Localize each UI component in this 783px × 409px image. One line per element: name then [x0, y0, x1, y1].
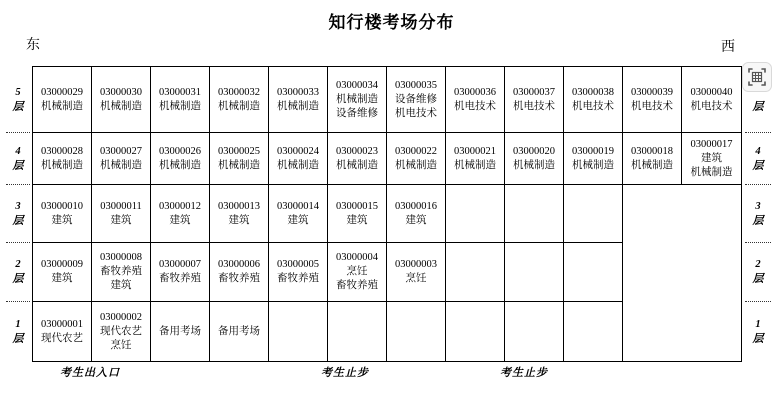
- room-code: 03000021: [454, 145, 496, 157]
- room-subject: 畜牧养殖: [277, 273, 319, 284]
- room-code: 03000040: [690, 86, 733, 98]
- floor-label-right: [745, 302, 771, 361]
- page-title: 知行楼考场分布: [328, 13, 455, 32]
- room-subject: 机电技术: [395, 107, 437, 119]
- floor-char: 层: [752, 159, 764, 172]
- empty-cell: [564, 185, 623, 243]
- exam-room-cell: [33, 67, 92, 133]
- room-subject: 机械制造: [572, 159, 614, 171]
- floor-char: 层: [12, 273, 24, 285]
- west-direction-label: 西: [721, 40, 735, 55]
- room-code: 03000028: [41, 145, 83, 157]
- room-code: 03000025: [218, 145, 260, 157]
- floor-label-left: [6, 185, 30, 243]
- room-code: 03000029: [41, 86, 83, 98]
- exam-room-cell: [33, 185, 92, 243]
- floor-char: 层: [12, 159, 24, 172]
- candidate-entrance-label: 考生出入口: [60, 367, 120, 379]
- exam-room-table: [32, 66, 742, 362]
- floor-label-right: [745, 243, 771, 302]
- extract-table-icon[interactable]: [742, 62, 772, 92]
- room-subject: 机械制造: [218, 100, 260, 112]
- room-subject: 建筑: [51, 214, 73, 226]
- empty-cell: [505, 302, 564, 361]
- exam-room-cell: [92, 302, 151, 361]
- floor-label-left: [6, 243, 30, 302]
- exam-room-cell: [269, 243, 328, 302]
- room-subject: 机械制造: [100, 100, 142, 112]
- room-code: 03000039: [631, 86, 673, 98]
- exam-room-cell: [151, 302, 210, 361]
- room-subject: 畜牧养殖: [159, 273, 201, 284]
- floor-labels-right: [745, 67, 771, 361]
- exam-room-cell: [564, 67, 623, 133]
- exam-room-cell: [151, 133, 210, 185]
- floor-char: 层: [752, 273, 764, 285]
- room-subject: 机械制造: [454, 159, 496, 171]
- floor-char: 层: [752, 214, 764, 227]
- room-subject: 备用考场: [218, 325, 260, 337]
- room-subject: 机电技术: [454, 100, 496, 112]
- room-subject: 建筑: [110, 214, 132, 226]
- floor-char: 层: [12, 332, 24, 345]
- room-code: 03000036: [454, 86, 496, 98]
- room-code: 03000023: [336, 145, 378, 157]
- exam-room-cell: [328, 133, 387, 185]
- exam-room-cell: [151, 243, 210, 302]
- room-subject: 机电技术: [513, 100, 555, 112]
- room-subject: 建筑: [405, 214, 427, 226]
- exam-room-cell: [33, 133, 92, 185]
- exam-room-cell: [446, 133, 505, 185]
- exam-room-cell: [210, 185, 269, 243]
- room-code: 03000020: [513, 145, 555, 157]
- exam-room-cell: [269, 67, 328, 133]
- room-subject: 设备维修: [336, 107, 378, 119]
- room-subject: 设备维修: [395, 93, 437, 105]
- exam-room-cell: [446, 67, 505, 133]
- room-code: 03000002: [100, 311, 142, 323]
- exam-room-cell: [269, 133, 328, 185]
- floor-char: 层: [752, 332, 764, 345]
- room-code: 03000031: [159, 86, 201, 98]
- room-code: 03000019: [572, 145, 614, 157]
- floor-number: 3: [755, 200, 761, 212]
- exam-room-cell: [328, 67, 387, 133]
- room-subject: 烹饪: [346, 266, 368, 277]
- empty-cell: [564, 243, 623, 302]
- room-subject: 畜牧养殖: [336, 280, 378, 291]
- room-code: 03000016: [395, 200, 437, 212]
- room-subject: 畜牧养殖: [218, 273, 260, 284]
- room-code: 03000037: [513, 86, 555, 98]
- room-code: 03000005: [277, 259, 319, 270]
- room-subject: 机械制造: [277, 159, 319, 171]
- exam-room-cell: [387, 133, 446, 185]
- merged-empty-cell: [623, 185, 741, 361]
- empty-cell: [269, 302, 328, 361]
- room-code: 03000007: [159, 259, 201, 270]
- exam-room-cell: [92, 185, 151, 243]
- room-subject: 机械制造: [41, 100, 83, 112]
- exam-room-cell: [387, 243, 446, 302]
- room-code: 03000008: [100, 252, 142, 263]
- room-code: 03000026: [159, 145, 201, 157]
- room-subject: 机械制造: [631, 159, 673, 171]
- room-subject: 机械制造: [277, 100, 319, 112]
- empty-cell: [564, 302, 623, 361]
- room-subject: 机电技术: [572, 100, 614, 112]
- room-subject: 建筑: [169, 214, 191, 226]
- room-subject: 建筑: [701, 152, 722, 164]
- exam-room-cell: [505, 67, 564, 133]
- room-subject: 建筑: [346, 214, 368, 226]
- floor-number: 5: [15, 86, 21, 98]
- exam-room-cell: [92, 133, 151, 185]
- exam-room-cell: [151, 185, 210, 243]
- room-code: 03000010: [41, 200, 83, 212]
- empty-cell: [505, 243, 564, 302]
- floor-number: 4: [15, 145, 21, 157]
- floor-char: 层: [12, 214, 24, 227]
- exam-room-cell: [33, 302, 92, 361]
- floor-labels-left: [6, 67, 30, 361]
- room-subject: 烹饪: [110, 339, 132, 351]
- floor-label-left: [6, 133, 30, 185]
- floor-number: 3: [15, 200, 21, 212]
- east-direction-label: 东: [26, 38, 40, 53]
- room-subject: 机械制造: [336, 159, 378, 171]
- empty-cell: [446, 302, 505, 361]
- room-code: 03000012: [159, 200, 201, 212]
- extract-table-icon-graphic: [742, 62, 772, 92]
- room-code: 03000033: [277, 86, 319, 98]
- exam-room-cell: [505, 133, 564, 185]
- room-subject: 建筑: [51, 273, 73, 284]
- room-subject: 建筑: [287, 214, 309, 226]
- room-code: 03000034: [336, 79, 378, 91]
- room-subject: 机械制造: [336, 93, 378, 105]
- room-subject: 机械制造: [100, 159, 142, 171]
- room-subject: 烹饪: [405, 273, 427, 284]
- room-code: 03000001: [41, 318, 83, 330]
- room-subject: 机械制造: [395, 159, 437, 171]
- room-code: 03000030: [100, 86, 142, 98]
- floor-number: 1: [15, 318, 21, 330]
- floor-label-right: [745, 185, 771, 243]
- room-code: 03000022: [395, 145, 437, 157]
- exam-room-cell: [92, 67, 151, 133]
- floor-label-left: [6, 67, 30, 133]
- room-code: 03000011: [100, 200, 142, 212]
- room-code: 03000014: [277, 200, 319, 212]
- room-code: 03000004: [336, 252, 378, 263]
- exam-room-cell: [682, 67, 741, 133]
- room-code: 03000009: [41, 259, 83, 270]
- room-subject: 机械制造: [159, 100, 201, 112]
- room-subject: 机械制造: [218, 159, 260, 171]
- exam-room-cell: [387, 67, 446, 133]
- candidate-stop-label-center: 考生止步: [321, 367, 369, 379]
- floor-number: 4: [755, 145, 761, 157]
- exam-room-cell: [564, 133, 623, 185]
- room-code: 03000027: [100, 145, 142, 157]
- exam-room-cell: [387, 185, 446, 243]
- room-subject: 建筑: [110, 280, 132, 291]
- room-code: 03000003: [395, 259, 437, 270]
- exam-room-cell: [33, 243, 92, 302]
- room-subject: 机械制造: [513, 159, 555, 171]
- room-code: 03000006: [218, 259, 260, 270]
- empty-cell: [387, 302, 446, 361]
- exam-room-cell: [210, 67, 269, 133]
- floor-char: 层: [752, 100, 764, 113]
- room-subject: 机械制造: [690, 166, 733, 178]
- room-code: 03000024: [277, 145, 319, 157]
- room-subject: 现代农艺: [41, 332, 83, 344]
- room-subject: 机电技术: [631, 100, 673, 112]
- floor-char: 层: [12, 100, 24, 113]
- empty-cell: [446, 243, 505, 302]
- room-code: 03000032: [218, 86, 260, 98]
- room-subject: 畜牧养殖: [100, 266, 142, 277]
- room-code: 03000015: [336, 200, 378, 212]
- exam-room-cell: [210, 302, 269, 361]
- floor-number: 2: [755, 259, 761, 270]
- empty-cell: [328, 302, 387, 361]
- room-subject: 机械制造: [159, 159, 201, 171]
- exam-room-cell: [269, 185, 328, 243]
- room-subject: 机械制造: [41, 159, 83, 171]
- empty-cell: [446, 185, 505, 243]
- floor-number: 2: [15, 259, 21, 270]
- exam-room-cell: [151, 67, 210, 133]
- room-code: 03000017: [690, 138, 733, 150]
- room-code: 03000013: [218, 200, 260, 212]
- candidate-stop-label-right: 考生止步: [500, 367, 548, 379]
- room-subject: 机电技术: [690, 100, 733, 112]
- exam-room-cell: [682, 133, 741, 185]
- room-code: 03000018: [631, 145, 673, 157]
- exam-room-cell: [623, 133, 682, 185]
- floor-label-right: [745, 133, 771, 185]
- room-code: 03000038: [572, 86, 614, 98]
- empty-cell: [505, 185, 564, 243]
- exam-room-cell: [328, 243, 387, 302]
- room-code: 03000035: [395, 79, 437, 91]
- exam-room-cell: [328, 185, 387, 243]
- floor-label-left: [6, 302, 30, 361]
- room-subject: 备用考场: [159, 325, 201, 337]
- room-subject: 建筑: [228, 214, 250, 226]
- exam-room-cell: [210, 243, 269, 302]
- room-subject: 现代农艺: [100, 325, 142, 337]
- exam-room-cell: [210, 133, 269, 185]
- exam-room-cell: [92, 243, 151, 302]
- floor-number: 1: [755, 318, 761, 330]
- exam-room-cell: [623, 67, 682, 133]
